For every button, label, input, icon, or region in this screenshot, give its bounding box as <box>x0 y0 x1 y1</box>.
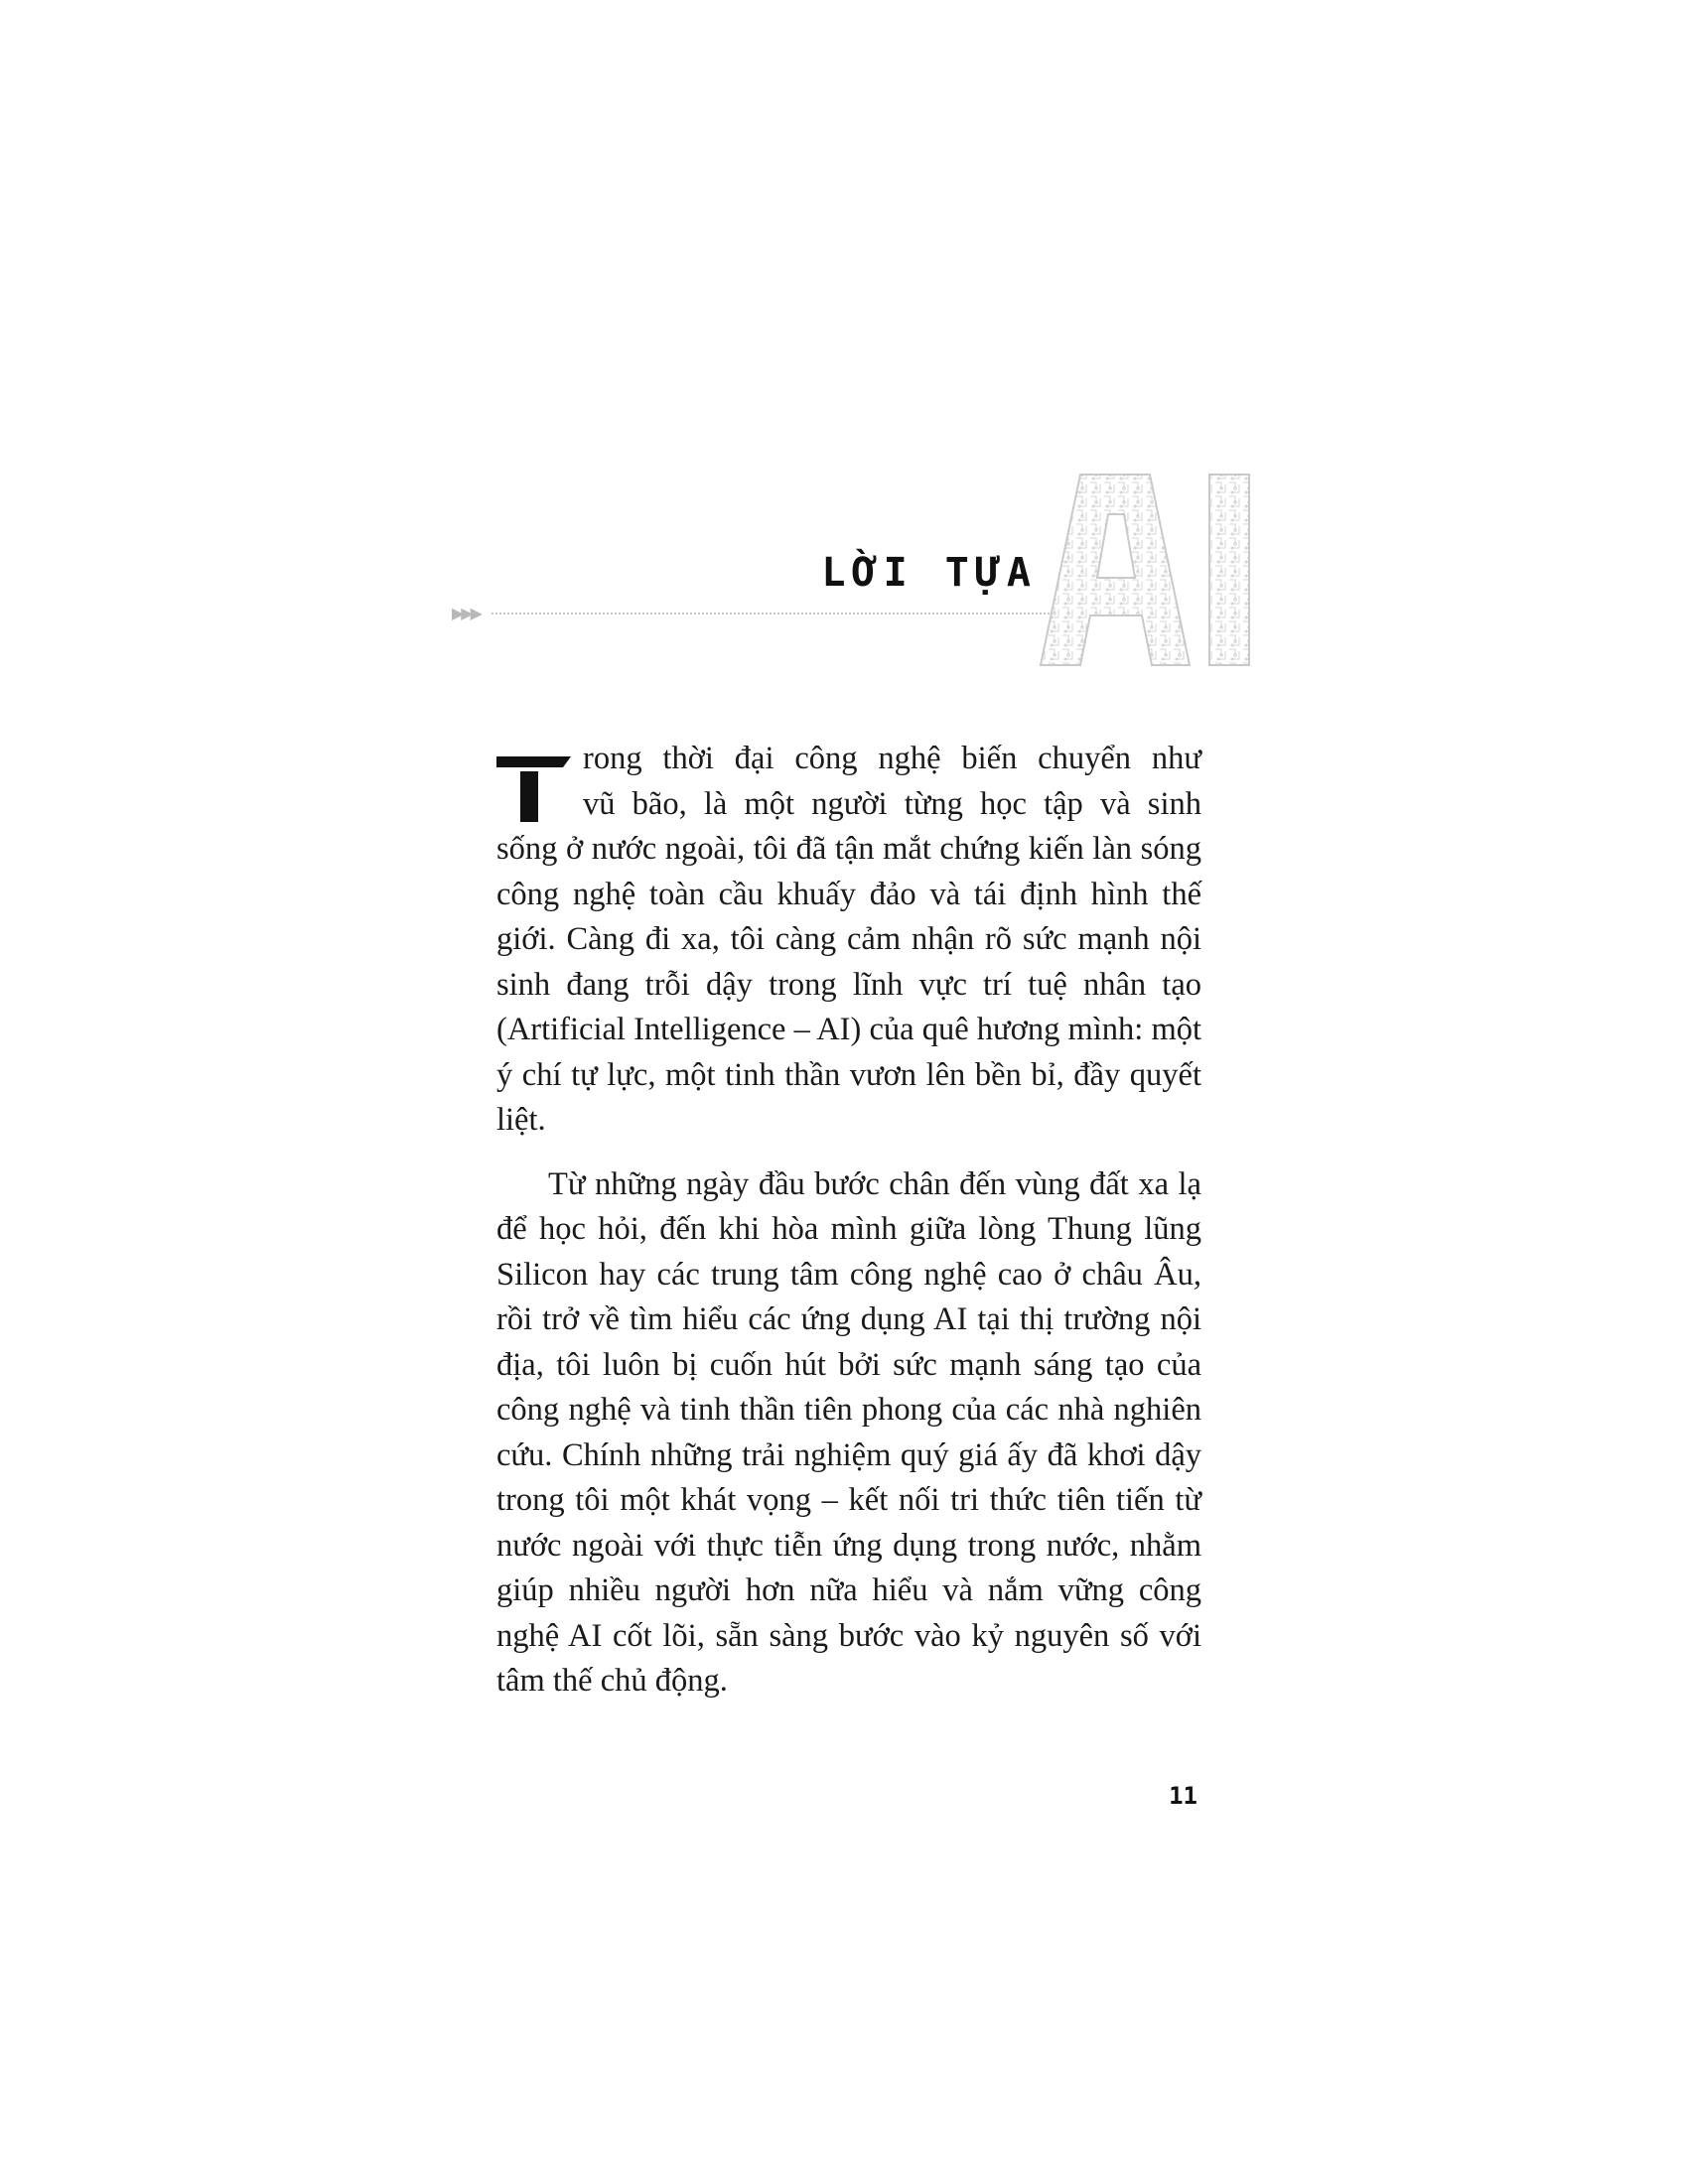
preface-body <box>496 737 1201 1723</box>
page-number: 11 <box>1169 1782 1197 1810</box>
triple-arrow-icon: ▶▶▶ <box>452 604 480 622</box>
chapter-header <box>452 467 1256 675</box>
circuit-ai-logo <box>1033 467 1256 675</box>
paragraph-1-line-1: rong thời đại công nghệ biến chuyển như <box>583 741 1201 776</box>
dotted-rule <box>492 613 1097 614</box>
chapter-title: LỜI TỰA <box>821 550 1038 596</box>
paragraph-1 <box>496 737 1201 1144</box>
paragraph-1-line-2: vũ bão, là một người từng học tập và sinh <box>583 785 1201 822</box>
paragraph-2: Từ những ngày đầu bước chân đến vùng đất xa lạ để học hỏi, đến khi hòa mình giữa lòng Thung lũng Silicon hay các trung tâm công nghệ cao ở châu Âu, rồi trở về tìm hiểu các ứng dụng AI tại thị trường nội địa, tôi luôn bị cuốn hút bởi sức mạnh sáng tạo của công nghệ và tinh thần tiên phong của các nhà nghiên cứu. Chính những trải nghiệm quý giá ấy đã khơi dậy trong tôi một khát vọng – kết nối tri thức tiên tiến từ nước ngoài với thực tiễn ứng dụng trong nước, nhằm giúp nhiều người hơn nữa hiểu và nắm vững công nghệ AI cốt lõi, sẵn sàng bước vào kỷ nguyên số với tâm thế chủ động. <box>496 1165 1201 1699</box>
paragraph-1-rest: sống ở nước ngoài, tôi đã tận mắt chứng kiến làn sóng công nghệ toàn cầu khuấy đảo và tái định hình thế giới. Càng đi xa, tôi càng cảm nhận rõ sức mạnh nội sinh đang trỗi dậy trong lĩnh vực trí tuệ nhân tạo (Artificial Intelligence – AI) của quê hương mình: một ý chí tự lực, một tinh thần vươn lên bền bỉ, đầy quyết liệt. <box>496 831 1201 1138</box>
dropcap-letter-t <box>496 756 571 822</box>
